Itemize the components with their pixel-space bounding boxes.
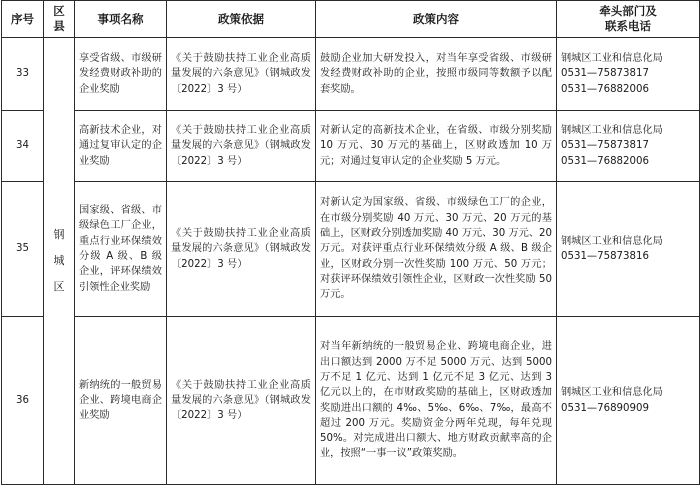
dept-name: 钢城区工业和信息化局 [561, 235, 663, 247]
row-dept [557, 38, 700, 111]
header-district: 区县 [44, 1, 75, 38]
header-row [2, 1, 700, 38]
district-char: 区 [53, 280, 65, 293]
district-char: 钢 [53, 228, 65, 241]
row-no: 34 [2, 111, 44, 182]
row-no: 35 [2, 182, 44, 317]
row-item: 高新技术企业，对通过复审认定的企业奖励 [75, 111, 167, 182]
row-dept [557, 317, 700, 485]
row-dept [557, 182, 700, 317]
row-item: 享受省级、市级研发经费财政补助的企业奖励 [75, 38, 167, 111]
row-content: 鼓励企业加大研发投入，对当年享受省级、市级研发经费财政补助的企业，按照市级同等数额予以配套奖励。 [316, 38, 557, 111]
dept-phone: 0531—76890909 [561, 402, 649, 414]
row-content: 对新认定为国家级、省级、市级绿色工厂的企业，在市级分别奖励 40 万元、30 万元、20 万元的基础上，区财政分别透加奖励 40 万元、30 万元、20 万元。对获评重点行业环保绩效分级 A 级、B 级企业，区财政分别一次性奖励 100 万元、50 万元；对获评环保绩效引领性企业，区财政一次性奖励 50 万元。 [316, 182, 557, 317]
row-content: 对新认定的高新技术企业，在省级、市级分别奖励 10 万元、30 万元的基础上，区财政透加 10 万元；对通过复审认定的企业奖励 5 万元。 [316, 111, 557, 182]
district-cell [44, 38, 75, 485]
dept-name: 钢城区工业和信息化局 [561, 125, 663, 137]
row-basis: 《关于鼓励扶持工业企业高质量发展的六条意见》（钢城政发〔2022〕3 号） [167, 38, 316, 111]
dept-phone: 0531—75873817 [561, 140, 649, 152]
row-basis: 《关于鼓励扶持工业企业高质量发展的六条意见》（钢城政发〔2022〕3 号） [167, 111, 316, 182]
row-item: 新纳统的一般贸易企业、跨境电商企业奖励 [75, 317, 167, 485]
district-char: 城 [53, 254, 65, 267]
table-row [2, 111, 700, 182]
row-basis: 《关于鼓励扶持工业企业高质量发展的六条意见》（钢城政发〔2022〕3 号） [167, 182, 316, 317]
dept-phone: 0531—76882006 [561, 83, 649, 95]
header-item: 事项名称 [75, 1, 167, 38]
row-no: 33 [2, 38, 44, 111]
header-content: 政策内容 [316, 1, 557, 38]
row-content: 对当年新纳统的一般贸易企业、跨境电商企业，进出口额达到 2000 万不足 5000 万元、达到 5000 万不足 1 亿元、达到 1 亿元不足 3 亿元、达到 3 亿元以上的，在市财政奖励的基础上，区财政透加奖励进出口额的 4‰、5‰、6‰、7‰，最高不超过 200 万元。奖励资金分两年兑现，每年兑现 50%。对完成进出口额大、地方财政贡献率高的企业，按照“一事一议”政策奖励。 [316, 317, 557, 485]
dept-phone: 0531—76882006 [561, 155, 649, 167]
dept-phone: 0531—75873817 [561, 68, 649, 80]
table-row [2, 38, 700, 111]
dept-name: 钢城区工业和信息化局 [561, 53, 663, 65]
row-no: 36 [2, 317, 44, 485]
dept-phone: 0531—75873816 [561, 251, 649, 262]
row-basis: 《关于鼓励扶持工业企业高质量发展的六条意见》（钢城政发〔2022〕3 号） [167, 317, 316, 485]
row-item: 国家级、省级、市级绿色工厂企业，重点行业环保绩效分级 A 级、B 级企业，评环保绩效引领性企业奖励 [75, 182, 167, 317]
header-basis: 政策依据 [167, 1, 316, 38]
table-row [2, 317, 700, 485]
dept-name: 钢城区工业和信息化局 [561, 387, 663, 399]
row-dept [557, 111, 700, 182]
header-dept: 牵头部门及 联系电话 [557, 1, 700, 38]
policy-table [1, 0, 700, 485]
header-no: 序号 [2, 1, 44, 38]
table-row [2, 182, 700, 317]
